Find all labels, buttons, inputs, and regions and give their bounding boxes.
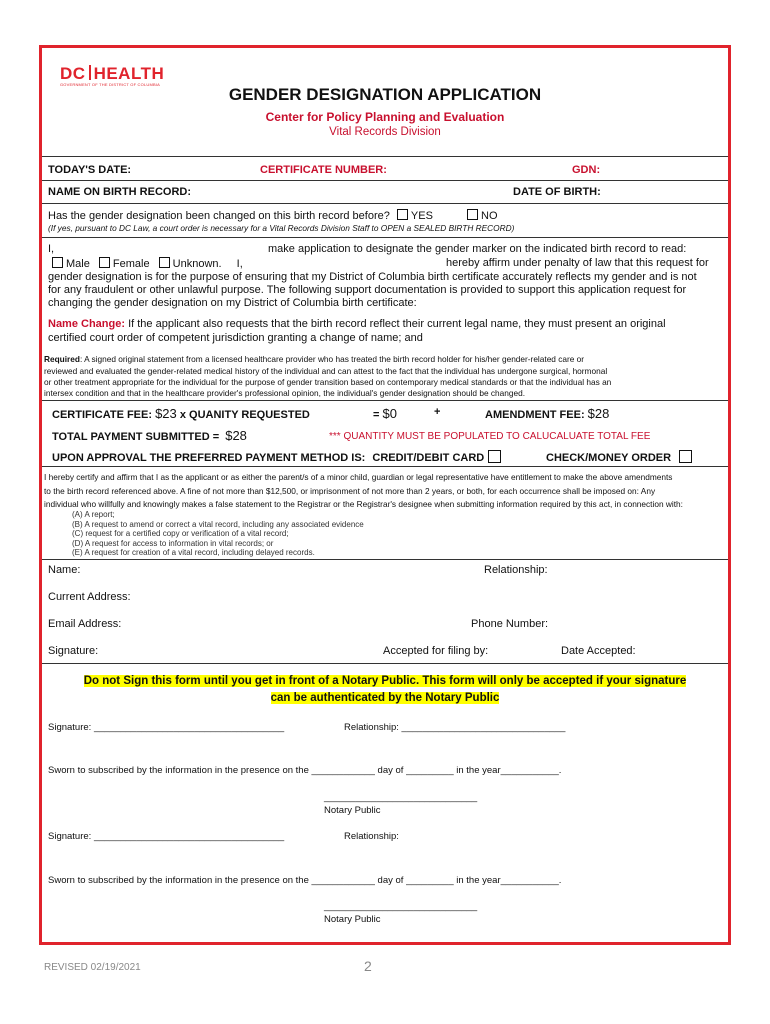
female-label: Female	[112, 258, 150, 270]
date-accepted-label: Date Accepted:	[561, 645, 636, 657]
subtotal-row	[373, 406, 397, 421]
divider	[42, 663, 728, 664]
unknown-label: Unknown.	[172, 258, 222, 270]
required-line2: reviewed and evaluated the gender-related medical history of the individual and can attest to the fact that the individual has undergone surgical, hormonal	[44, 366, 608, 376]
payment-method-label: UPON APPROVAL THE PREFERRED PAYMENT METHOD IS:	[52, 452, 366, 464]
name-change-label: Name Change:	[48, 318, 126, 330]
yes-checkbox[interactable]	[397, 209, 408, 220]
divider	[42, 559, 728, 560]
notary1-notary-public: Notary Public	[324, 805, 381, 816]
revised-date: REVISED 02/19/2021	[44, 962, 141, 973]
certificate-number-label: CERTIFICATE NUMBER:	[260, 164, 387, 176]
page-title: GENDER DESIGNATION APPLICATION	[228, 85, 542, 104]
logo-subtext: GOVERNMENT OF THE DISTRICT OF COLUMBIA	[60, 82, 161, 87]
multiply-sign: x	[179, 409, 186, 421]
name-on-birth-record-label: NAME ON BIRTH RECORD:	[48, 186, 191, 198]
total-value: $28	[225, 428, 247, 443]
payment-method-row	[52, 450, 501, 464]
notary-warning-line1: Do not Sign this form until you get in front of a Notary Public. This form will only be accepted if your signature	[83, 675, 687, 687]
name-change-text1: If the applicant also requests that the birth record reflect their current legal name, they must present an original	[125, 318, 666, 330]
notary-warning-line2: can be authenticated by the Notary Public	[270, 692, 500, 704]
equals-sign: =	[373, 409, 380, 421]
female-checkbox[interactable]	[99, 257, 110, 268]
list-item: (A) A report;	[72, 510, 115, 519]
check-option	[546, 450, 692, 464]
current-address-label: Current Address:	[48, 591, 131, 603]
name-label: Name:	[48, 564, 81, 576]
list-item: (D) A request for access to information in vital records; or	[72, 538, 274, 548]
declaration-i2: I,	[236, 258, 243, 270]
declaration-line3: gender designation is for the purpose of ensuring that my District of Columbia birth certificate accurately reflects my gender and is not	[48, 271, 697, 283]
amendment-fee-row	[485, 406, 609, 421]
required-line4: intersex condition and that in the healthcare provider's professional opinion, the individual's gender designation should be changed.	[44, 388, 526, 398]
logo-separator	[89, 65, 91, 80]
certify-line2: to the birth record referenced above. A fine of not more than $12,500, or imprisonment of not more than 2 years, or both, for each occurrence shall be imposed on: Any	[44, 486, 656, 496]
changed-before-question	[48, 209, 433, 222]
divider	[42, 237, 728, 238]
todays-date-label: TODAY'S DATE:	[48, 164, 132, 176]
name-change-line1	[48, 318, 666, 330]
notary1-signature: Signature: ____________________________________	[48, 722, 285, 733]
divider	[42, 466, 728, 467]
notary2-relationship: Relationship:	[344, 831, 399, 842]
accepted-for-filing-label: Accepted for filing by:	[383, 645, 489, 657]
gdn-label: GDN:	[572, 164, 601, 176]
amendment-fee-label: AMENDMENT FEE:	[485, 409, 585, 421]
no-label: NO	[481, 210, 498, 222]
name-change-line2: certified court order of competent jurisdiction granting a change of name; and	[48, 332, 423, 344]
notary2-sworn: Sworn to subscribed by the information in the presence on the ____________ day of _________ in the year___________.	[48, 875, 562, 886]
check-money-order-label: CHECK/MONEY ORDER	[546, 452, 672, 464]
declaration-line4: for any fraudulent or other unlawful purpose. The following support documentation is provided to support this application request for	[48, 284, 687, 296]
credit-card-checkbox[interactable]	[488, 450, 501, 463]
no-checkbox[interactable]	[467, 209, 478, 220]
page-number: 2	[364, 958, 372, 974]
relationship-label: Relationship:	[484, 564, 548, 576]
sealed-record-note: (If yes, pursuant to DC Law, a court order is necessary for a Vital Records Division Staff to OPEN a SEALED BIRTH RECORD)	[48, 223, 515, 233]
divider	[42, 180, 728, 181]
list-item: (B) A request to amend or correct a vital record, including any associated evidence	[72, 519, 364, 529]
declaration-i: I,	[48, 243, 55, 255]
credit-card-label: CREDIT/DEBIT CARD	[372, 452, 485, 464]
declaration-line5: changing the gender designation on my District of Columbia birth certificate:	[48, 297, 417, 309]
certificate-fee-row	[52, 406, 310, 421]
quantity-label: QUANITY REQUESTED	[189, 409, 310, 421]
certify-line3: individual who willfully and knowingly makes a false statement to the Registrar or the Registrar's designee when submitting information required by this act, in connection with:	[44, 499, 683, 509]
no-option	[467, 209, 498, 222]
notary1-sworn: Sworn to subscribed by the information in the presence on the ____________ day of _________ in the year___________.	[48, 765, 562, 776]
check-money-order-checkbox[interactable]	[679, 450, 692, 463]
dc-health-logo	[60, 64, 164, 84]
yes-label: YES	[410, 210, 433, 222]
required-line1	[44, 354, 584, 364]
subtotal-value: $0	[382, 406, 397, 421]
certificate-fee-value: $23	[155, 406, 177, 421]
male-label: Male	[66, 258, 90, 270]
plus-sign: +	[434, 406, 441, 418]
divider	[42, 156, 728, 157]
division-name: Vital Records Division	[329, 126, 441, 138]
changed-question-text: Has the gender designation been changed on this birth record before?	[48, 210, 390, 222]
email-label: Email Address:	[48, 618, 122, 630]
phone-label: Phone Number:	[471, 618, 549, 630]
required-line3: or other treatment appropriate for the individual for the purpose of gender transition based on contemporary medical standards or that the individual has an	[44, 377, 612, 387]
notary2-notary-public: Notary Public	[324, 914, 381, 925]
logo-dc-text: DC	[60, 64, 86, 83]
total-label: TOTAL PAYMENT SUBMITTED =	[52, 431, 220, 443]
notary2-signature: Signature: ____________________________________	[48, 831, 285, 842]
date-of-birth-label: DATE OF BIRTH:	[513, 186, 601, 198]
male-checkbox[interactable]	[52, 257, 63, 268]
required-label: Required	[44, 354, 80, 364]
gender-options	[52, 257, 243, 270]
quantity-warning: *** QUANTITY MUST BE POPULATED TO CALUCALUATE TOTAL FEE	[329, 431, 651, 442]
divider	[42, 203, 728, 204]
certify-line1: I hereby certify and affirm that I as the applicant or as either the parent/s of a minor child, guardian or legal representative have entitlement to make the above amendments	[44, 472, 673, 482]
total-row	[52, 428, 247, 443]
list-item: (E) A request for creation of a vital record, including delayed records.	[72, 548, 315, 557]
certificate-fee-label: CERTIFICATE FEE:	[52, 409, 153, 421]
divider	[42, 400, 728, 401]
notary1-relationship: Relationship: _______________________________	[344, 722, 566, 733]
notary2-line: _____________________________	[324, 901, 478, 912]
amendment-fee-value: $28	[587, 406, 610, 421]
logo-health-text: HEALTH	[93, 64, 165, 83]
offense-list	[72, 510, 364, 558]
required-text1: : A signed original statement from a licensed healthcare provider who has treated the birth record holder for his/her gender-related care or	[79, 354, 585, 364]
notary1-line: _____________________________	[324, 792, 478, 803]
make-application-text: make application to designate the gender marker on the indicated birth record to read:	[268, 243, 687, 255]
notary-warning	[0, 673, 770, 707]
list-item: (C) request for a certified copy or verification of a vital record;	[72, 529, 289, 538]
page-subtitle: Center for Policy Planning and Evaluation	[265, 110, 505, 124]
affirm-text: hereby affirm under penalty of law that this request for	[446, 257, 709, 269]
unknown-checkbox[interactable]	[159, 257, 170, 268]
signature-label: Signature:	[48, 645, 99, 657]
